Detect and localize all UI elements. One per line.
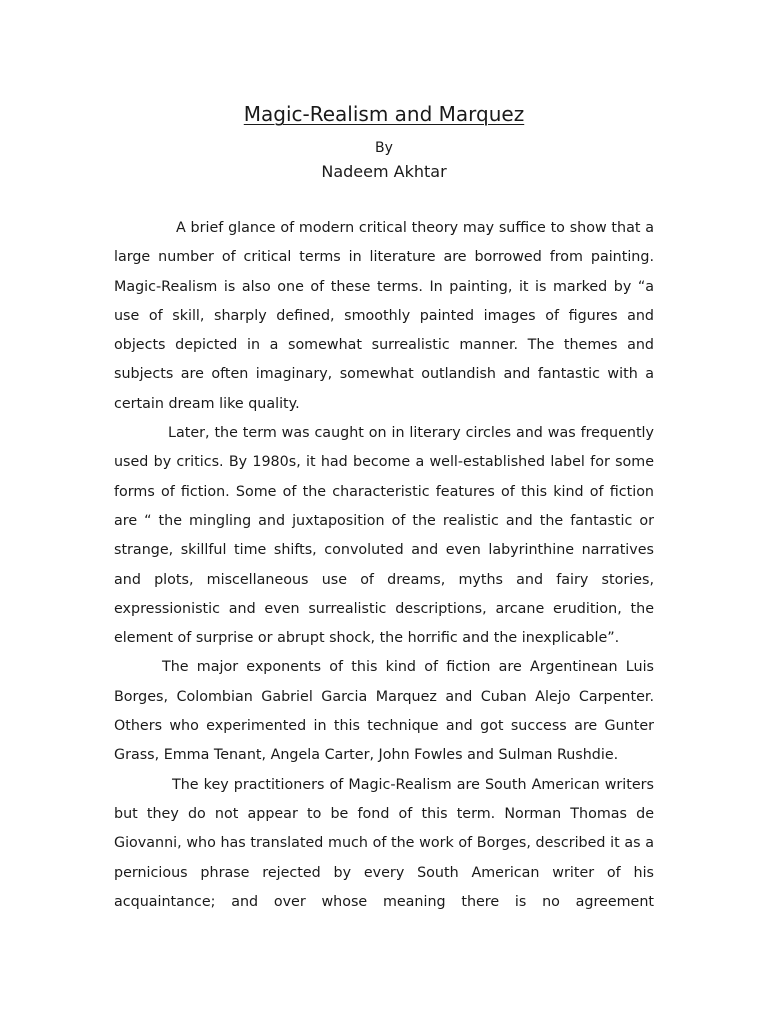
paragraph-3: The major exponents of this kind of fiction are Argentinean Luis Borges, Colombian Gabriel Garcia Marquez and Cuban Alejo Carpenter. Others who experimented in this technique and got success are Gunter Grass, Emma Tenant, Angela Carter, John Fowles and Sulman Rushdie. [114,659,654,764]
paragraph-1: A brief glance of modern critical theory may suffice to show that a large number of critical terms in literature are borrowed from painting. Magic-Realism is also one of these terms. In painting, it is marked by “a use of skill, sharply defined, smoothly painted images of figures and objects depicted in a somewhat surrealistic manner. The themes and subjects are often imaginary, somewhat outlandish and fantastic with a certain dream like quality. [114,220,654,412]
paragraph-4: The key practitioners of Magic-Realism are South American writers but they do not appear to be fond of this term. Norman Thomas de Giovanni, who has translated much of the work of Borges, described it as a pernicious phrase rejected by every South American writer of his acquaintance; and over whose meaning there is no agreement [114,776,654,910]
author-name: Nadeem Akhtar [321,162,447,181]
by-label: By [375,140,393,156]
paragraph-2: Later, the term was caught on in literary circles and was frequently used by critics. By 1980s, it had become a well-established label for some forms of fiction. Some of the characteristic features of this kind of fiction are “ the mingling and juxtaposition of the realistic and the fantastic or strange, skillful time shifts, convoluted and even labyrinthine narratives and plots, miscellaneous use of dreams, myths and fairy stories, expressionistic and even surrealistic descriptions, arcane erudition, the element of surprise or abrupt shock, the horrific and the inexplicable”. [114,425,654,647]
document-title [0,100,768,128]
title-text: Magic-Realism and Marquez [243,102,525,126]
document-body [114,214,654,917]
